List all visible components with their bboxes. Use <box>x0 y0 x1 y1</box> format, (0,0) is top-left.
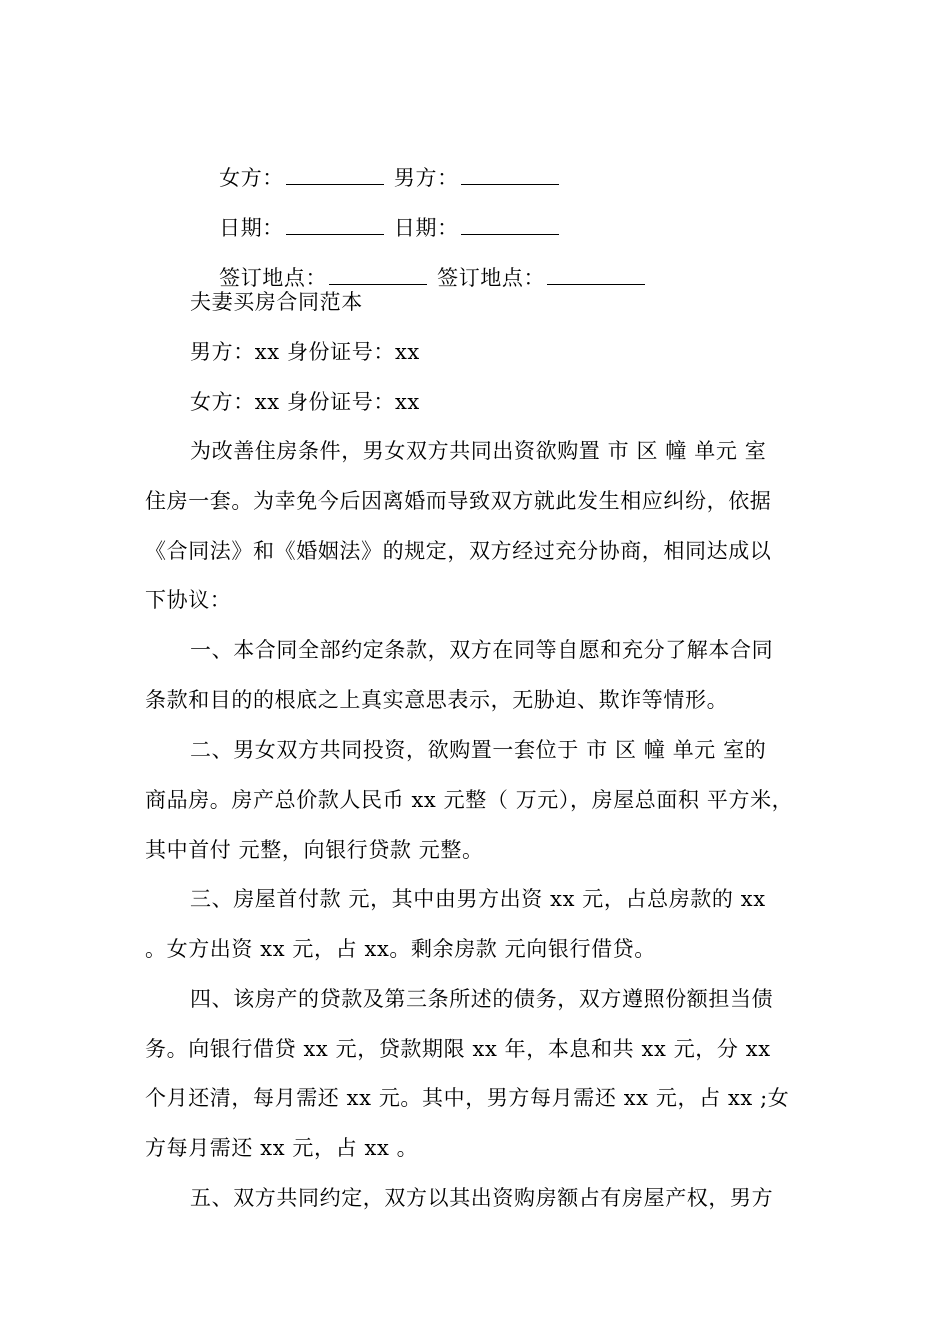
body-line: 下协议： <box>145 588 232 612</box>
female-place-label: 签订地点： <box>219 266 328 290</box>
male-place-blank <box>547 266 645 285</box>
male-party-info: 男方：xx 身份证号：xx <box>190 340 420 364</box>
male-date-blank <box>461 216 559 235</box>
female-date-blank <box>286 216 384 235</box>
clause-3-line: 。女方出资 xx 元，占 xx。剩余房款 元向银行借贷。 <box>145 937 656 961</box>
male-place-label: 签订地点： <box>437 266 546 290</box>
body-line: 《合同法》和《婚姻法》的规定，双方经过充分协商，相同达成以 <box>145 539 772 563</box>
clause-4-line: 方每月需还 xx 元，占 xx 。 <box>145 1136 419 1160</box>
clause-5-line: 五、双方共同约定，双方以其出资购房额占有房屋产权，男方 <box>190 1186 774 1210</box>
clause-1-line: 一、本合同全部约定条款，双方在同等自愿和充分了解本合同 <box>190 638 774 662</box>
female-party-label: 女方： <box>219 166 284 190</box>
body-line: 为改善住房条件，男女双方共同出资欲购置 市 区 幢 单元 室 <box>190 439 767 463</box>
contract-title: 夫妻买房合同范本 <box>190 290 363 314</box>
female-signature-blank <box>286 166 384 185</box>
clause-2-line: 二、男女双方共同投资，欲购置一套位于 市 区 幢 单元 室的 <box>190 738 767 762</box>
clause-4-line: 四、该房产的贷款及第三条所述的债务，双方遵照份额担当债 <box>190 987 774 1011</box>
body-line: 住房一套。为幸免今后因离婚而导致双方就此发生相应纠纷，依据 <box>145 489 772 513</box>
clause-3-line: 三、房屋首付款 元，其中由男方出资 xx 元，占总房款的 xx <box>190 887 766 911</box>
male-date-label: 日期： <box>393 216 459 240</box>
clause-4-line: 务。向银行借贷 xx 元，贷款期限 xx 年，本息和共 xx 元，分 xx <box>145 1037 771 1061</box>
clause-2-line: 商品房。房产总价款人民币 xx 元整（ 万元），房屋总面积 平方米， <box>145 788 794 812</box>
female-place-blank <box>329 266 427 285</box>
clause-1-line: 条款和目的的根底之上真实意思表示，无胁迫、欺诈等情形。 <box>145 688 729 712</box>
female-party-info: 女方：xx 身份证号：xx <box>190 390 420 414</box>
clause-4-line: 个月还清，每月需还 xx 元。其中，男方每月需还 xx 元，占 xx ;女 <box>145 1086 790 1110</box>
female-date-label: 日期： <box>219 216 284 240</box>
male-party-label: 男方： <box>393 166 459 190</box>
male-signature-blank <box>461 166 559 185</box>
clause-2-line: 其中首付 元整，向银行贷款 元整。 <box>145 838 484 862</box>
